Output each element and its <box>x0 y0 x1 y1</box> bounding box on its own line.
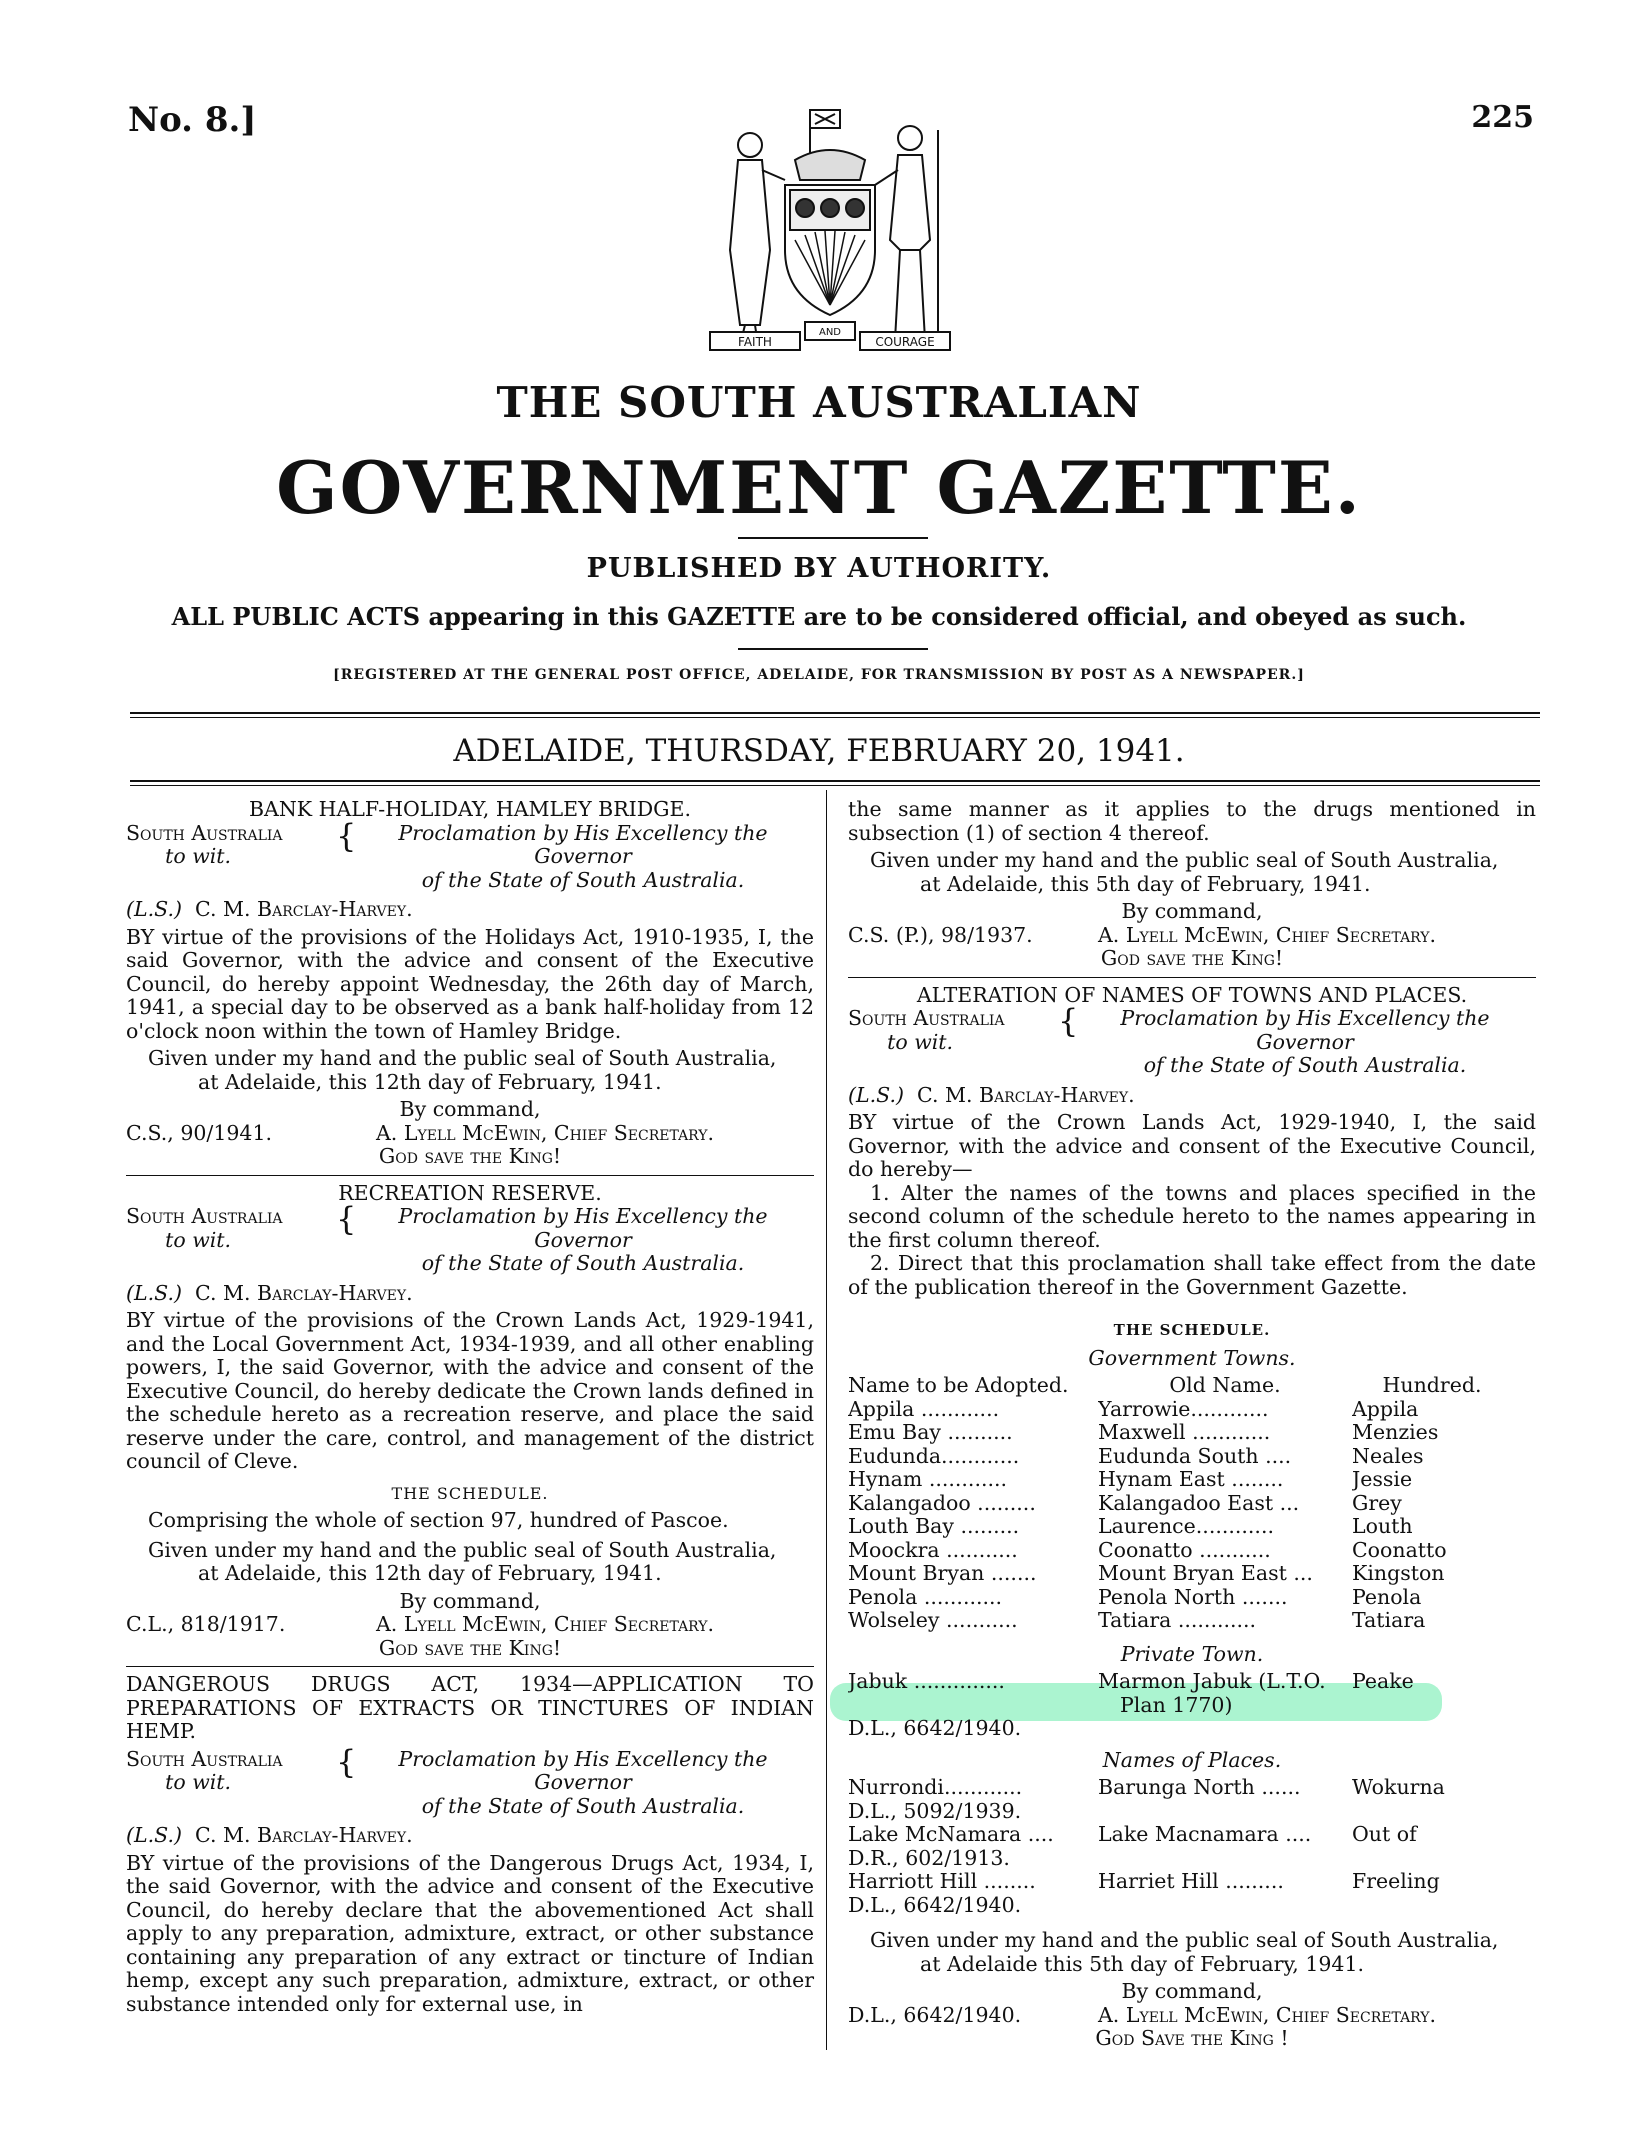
motto-mid: AND <box>818 327 842 338</box>
alteration-procl2: of the State of South Australia. <box>1143 1053 1467 1077</box>
alteration-gsk: God Save the King ! <box>1095 2026 1289 2050</box>
published-by-authority: PUBLISHED BY AUTHORITY. <box>586 553 1052 584</box>
private-town-row <box>848 1670 1536 1717</box>
masthead-title: GOVERNMENT GAZETTE. <box>276 445 1362 530</box>
place-cell-b: Harriet Hill ......... <box>1098 1870 1284 1893</box>
schedule-cell-b: Penola North ....... <box>1098 1585 1288 1609</box>
drugs-cont-gsk: God save the King! <box>1100 946 1284 970</box>
drugs-ls: (L.S.) <box>126 1823 182 1847</box>
place-ref: D.L., 5092/1939. <box>848 1798 1022 1823</box>
alteration-title: ALTERATION OF NAMES OF TOWNS AND PLACES. <box>916 982 1468 1007</box>
place-cell-c: Freeling <box>1352 1870 1440 1893</box>
right-column <box>848 798 1536 2051</box>
alteration-given1: Given under my hand and the public seal of South Australia, <box>870 1928 1499 1952</box>
schedule-cell-c: Neales <box>1352 1444 1424 1468</box>
col-head-hundred: Hundred. <box>1382 1374 1482 1397</box>
drugs-title: DANGEROUS DRUGS ACT, 1934—APPLICATION TO PREPARATIONS OF EXTRACTS OR TINCTURES OF INDIAN HEMP. <box>126 1672 814 1743</box>
alteration-signer: A. Lyell McEwin, Chief Secretary. <box>1098 2002 1437 2027</box>
bank-procl2: of the State of South Australia. <box>421 867 745 892</box>
recreation-bycommand: By command, <box>399 1588 541 1613</box>
recreation-governor: C. M. Barclay-Harvey. <box>195 1280 413 1305</box>
private-town-heading: Private Town. <box>1120 1641 1264 1666</box>
bank-ls: (L.S.) <box>126 897 182 921</box>
schedule-cell-a: Louth Bay ......... <box>848 1515 1020 1538</box>
dateline: ADELAIDE, THURSDAY, FEBRUARY 20, 1941. <box>453 733 1185 769</box>
page-number: 225 <box>1471 100 1534 135</box>
drugs-governor: C. M. Barclay-Harvey. <box>195 1823 413 1847</box>
recreation-given1: Given under my hand and the public seal of South Australia, <box>148 1537 777 1562</box>
place-cell-b: Lake Macnamara .... <box>1098 1823 1312 1846</box>
place-cell-a: Nurrondi............ <box>848 1776 1023 1799</box>
alteration-governor: C. M. Barclay-Harvey. <box>917 1082 1135 1107</box>
schedule-table <box>848 1374 1536 1398</box>
short-rule <box>738 537 928 539</box>
motto-right: COURAGE <box>875 335 935 349</box>
private-c: Peake <box>1352 1670 1414 1693</box>
alteration-item2: 2. Direct that this proclamation shall take effect from the date of the publication thereof in the Government Gazette. <box>848 1251 1536 1299</box>
recreation-procl1: Proclamation by His Excellency the Governor <box>398 1204 768 1252</box>
schedule-cell-b: Yarrowie............ <box>1098 1397 1269 1421</box>
private-ref: D.L., 6642/1940. <box>848 1716 1022 1740</box>
public-acts-notice: ALL PUBLIC ACTS appearing in this GAZETTE are to be considered official, and obeyed as such. <box>171 602 1467 631</box>
drugs-cont-ref: C.S. (P.), 98/1937. <box>848 922 1033 947</box>
schedule-cell-a: Mount Bryan ....... <box>848 1562 1037 1585</box>
schedule-cell-b: Tatiara ............ <box>1098 1609 1257 1632</box>
recreation-sa: South Australia <box>126 1204 283 1228</box>
drugs-cont-body: the same manner as it applies to the drugs mentioned in subsection (1) of section 4 thereof. <box>848 797 1536 845</box>
schedule-cell-a: Wolseley ........... <box>848 1609 1018 1632</box>
schedule-cell-a: Emu Bay .......... <box>848 1421 1013 1444</box>
schedule-cell-a: Appila ............ <box>848 1397 1000 1421</box>
recreation-schedule-title: THE SCHEDULE. <box>391 1483 549 1503</box>
private-a: Jabuk .............. <box>848 1670 1005 1693</box>
schedule-cell-c: Louth <box>1352 1515 1413 1538</box>
drugs-cont-given1: Given under my hand and the public seal of South Australia, <box>870 848 1499 872</box>
double-rule-bottom <box>130 780 1540 786</box>
alteration-procl1: Proclamation by His Excellency the Governor <box>1120 1006 1490 1054</box>
schedule-cell-a: Eudunda............ <box>848 1444 1020 1468</box>
bank-governor: C. M. Barclay-Harvey. <box>195 897 413 921</box>
recreation-signer: A. Lyell McEwin, Chief Secretary. <box>376 1612 715 1636</box>
place-cell-a: Harriott Hill ........ <box>848 1870 1036 1893</box>
schedule-cell-c: Grey <box>1352 1491 1402 1515</box>
drugs-towit: to wit. <box>165 1770 232 1794</box>
recreation-procl2: of the State of South Australia. <box>421 1251 745 1275</box>
schedule-cell-a: Penola ............ <box>848 1585 1003 1609</box>
schedule-cell-b: Coonatto ........... <box>1098 1538 1271 1562</box>
masthead-line1: THE SOUTH AUSTRALIAN <box>496 378 1142 427</box>
bank-ref: C.S., 90/1941. <box>126 1120 273 1145</box>
place-cell-a: Lake McNamara .... <box>848 1823 1054 1846</box>
drugs-cont-bycommand: By command, <box>1121 899 1263 923</box>
schedule-cell-b: Eudunda South .... <box>1098 1444 1292 1468</box>
schedule-cell-b: Mount Bryan East ... <box>1098 1562 1313 1585</box>
bank-bycommand: By command, <box>399 1097 541 1121</box>
schedule-cell-c: Coonatto <box>1352 1538 1447 1562</box>
bank-procl1: Proclamation by His Excellency the Governor <box>398 820 768 868</box>
schedule-cell-c: Appila <box>1352 1397 1419 1421</box>
recreation-schedule-text: Comprising the whole of section 97, hundred of Pascoe. <box>148 1508 729 1532</box>
place-cell-c: Out of <box>1352 1823 1417 1846</box>
drugs-cont-signer: A. Lyell McEwin, Chief Secretary. <box>1098 922 1437 947</box>
place-row <box>848 1776 1536 1800</box>
names-places-heading: Names of Places. <box>1102 1747 1282 1772</box>
schedule-cell-c: Kingston <box>1352 1562 1445 1585</box>
double-rule-top <box>130 712 1540 718</box>
col-head-old: Old Name. <box>1169 1374 1281 1397</box>
schedule-cell-a: Hynam ............ <box>848 1468 1008 1491</box>
alteration-schedule-title: THE SCHEDULE. <box>1113 1321 1271 1339</box>
coat-of-arms-icon <box>700 100 960 360</box>
alteration-body: BY virtue of the Crown Lands Act, 1929-1940, I, the said Governor, with the advice and consent of the Executive Council, do hereby— <box>848 1110 1536 1181</box>
place-row <box>848 1870 1536 1894</box>
bank-signer: A. Lyell McEwin, Chief Secretary. <box>376 1120 715 1145</box>
recreation-ref: C.L., 818/1917. <box>126 1612 286 1636</box>
recreation-gsk: God save the King! <box>378 1635 562 1660</box>
bank-sa: South Australia <box>126 820 283 845</box>
alteration-sa: South Australia <box>848 1006 1005 1030</box>
place-row <box>848 1823 1536 1847</box>
alteration-item1: 1. Alter the names of the towns and places specified in the second column of the schedule hereto to the names appearing in the first column thereof. <box>848 1180 1536 1252</box>
schedule-cell-c: Penola <box>1352 1585 1422 1609</box>
schedule-cell-b: Hynam East ........ <box>1098 1468 1284 1491</box>
schedule-cell-a: Kalangadoo ......... <box>848 1491 1036 1515</box>
drugs-procl1: Proclamation by His Excellency the Governor <box>398 1746 768 1794</box>
left-column <box>126 798 814 2016</box>
motto-left: FAITH <box>738 335 772 349</box>
alteration-towit: to wit. <box>887 1029 954 1054</box>
place-ref: D.R., 602/1913. <box>848 1845 1010 1870</box>
bank-given2: at Adelaide, this 12th day of February, 1941. <box>198 1069 662 1094</box>
private-b1: Marmon Jabuk (L.T.O. <box>1098 1670 1326 1693</box>
alteration-proclamation-header: South Australia to wit. { Proclamation by His Excellency the Governor of the State of South Australia. <box>848 1002 1490 1077</box>
gov-towns-heading: Government Towns. <box>1088 1345 1296 1370</box>
place-cell-b: Barunga North ...... <box>1098 1776 1301 1799</box>
alteration-bycommand: By command, <box>1121 1979 1263 2003</box>
bank-towit: to wit. <box>165 844 232 868</box>
alteration-given2: at Adelaide this 5th day of February, 1941. <box>920 1951 1365 1976</box>
schedule-cell-a: Moockra ........... <box>848 1538 1018 1562</box>
recreation-ls: (L.S.) <box>126 1280 182 1305</box>
col-head-adopted: Name to be Adopted. <box>848 1374 1069 1397</box>
short-rule-2 <box>738 648 928 650</box>
registered-notice: [REGISTERED AT THE GENERAL POST OFFICE, ADELAIDE, FOR TRANSMISSION BY POST AS A NEWSPAPER.] <box>333 667 1305 683</box>
place-ref: D.L., 6642/1940. <box>848 1892 1022 1917</box>
alteration-ls: (L.S.) <box>848 1082 904 1107</box>
bank-given1: Given under my hand and the public seal of South Australia, <box>148 1046 777 1070</box>
places-rows <box>848 1776 1536 1917</box>
alteration-ref: D.L., 6642/1940. <box>848 2002 1022 2027</box>
drugs-proclamation-header: South Australia to wit. { Proclamation by His Excellency the Governor of the State of South Australia. <box>126 1742 768 1818</box>
schedule-cell-b: Laurence............ <box>1098 1515 1274 1538</box>
schedule-rows <box>848 1398 1536 1633</box>
recreation-proclamation-header: South Australia to wit. { Proclamation by His Excellency the Governor of the State of South Australia. <box>126 1200 768 1275</box>
bank-title: BANK HALF-HOLIDAY, HAMLEY BRIDGE. <box>248 797 692 821</box>
schedule-cell-c: Jessie <box>1352 1468 1413 1491</box>
schedule-cell-b: Maxwell ............ <box>1098 1421 1271 1444</box>
recreation-towit: to wit. <box>165 1227 232 1252</box>
recreation-body: BY virtue of the provisions of the Crown Lands Act, 1929-1941, and the Local Government Act, 1934-1939, and all other enabling powers, I, the said Governor, with the advice and consent of the Executive Council, do hereby dedicate the Crown lands defined in the schedule hereto as a recreation reserve, and place the said reserve under the care, control, and management of the district council of Cleve. <box>126 1308 814 1473</box>
drugs-procl2: of the State of South Australia. <box>421 1793 745 1818</box>
drugs-sa: South Australia <box>126 1746 283 1771</box>
schedule-cell-c: Tatiara <box>1352 1609 1426 1632</box>
recreation-title: RECREATION RESERVE. <box>338 1180 602 1205</box>
place-cell-c: Wokurna <box>1352 1776 1445 1799</box>
private-b2: Plan 1770) <box>1120 1693 1233 1717</box>
column-divider <box>826 790 827 2050</box>
drugs-cont-given2: at Adelaide, this 5th day of February, 1941. <box>920 871 1371 896</box>
drugs-body: BY virtue of the provisions of the Dangerous Drugs Act, 1934, I, the said Governor, with the advice and consent of the Executive Council, do hereby declare that the abovementioned Act shall apply to any preparation, admixture, extract, or other substance containing any preparation of any extract or tincture of Indian hemp, except any such preparation, admixture, extract, or other substance intended only for external use, in <box>126 1850 814 2016</box>
schedule-cell-c: Menzies <box>1352 1421 1439 1444</box>
bank-proclamation-header: South Australia to wit. { Proclamation by His Excellency the Governor of the State of South Australia. <box>126 816 768 892</box>
bank-body: BY virtue of the provisions of the Holidays Act, 1910-1935, I, the said Governor, with the advice and consent of the Executive Council, do hereby appoint Wednesday, the 26th day of March, 1941, a special day to be observed as a bank half-holiday from 12 o'clock noon within the town of Hamley Bridge. <box>126 924 814 1043</box>
bank-gsk: God save the King! <box>378 1144 562 1168</box>
schedule-cell-b: Kalangadoo East ... <box>1098 1491 1300 1515</box>
recreation-given2: at Adelaide, this 12th day of February, 1941. <box>198 1561 662 1585</box>
issue-number: No. 8.] <box>128 100 257 140</box>
